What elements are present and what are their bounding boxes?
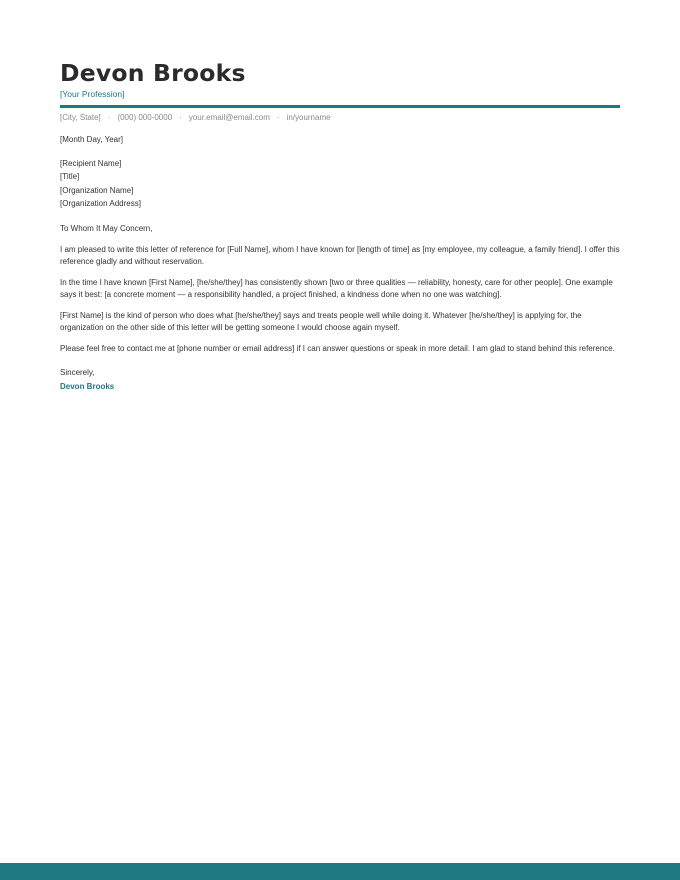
body-paragraph: [First Name] is the kind of person who does what [he/she/they] says and treats people well while doing it. Whatever [he/she/they] is applying for, the organization on the other side of this letter will be getting someone I would choose again myself.	[60, 311, 582, 332]
recipient-address: [Organization Address]	[60, 199, 141, 208]
body-paragraph: I am pleased to write this letter of reference for [Full Name], whom I have known for [length of time] as [my employee, my colleague, a family friend]. I offer this reference gladly and without reservation.	[60, 245, 620, 266]
contact-linkedin: in/yourname	[286, 113, 331, 122]
letter-page	[60, 56, 620, 393]
letter-date: [Month Day, Year]	[60, 135, 123, 144]
contact-separator: ·	[179, 113, 182, 122]
letter-body	[60, 134, 620, 393]
body-paragraph: In the time I have known [First Name], [he/she/they] has consistently shown [two or three qualities — reliability, honesty, care for other people]. One example says it best: [a concrete moment — a responsibility handled, a project finished, a kindness done when no one was watching].	[60, 278, 613, 299]
contact-separator: ·	[276, 113, 280, 122]
contact-phone: (000) 000-0000	[117, 113, 173, 122]
sender-name: Devon Brooks	[60, 59, 246, 87]
recipient-title: [Title]	[60, 172, 80, 181]
sender-profession: [Your Profession]	[60, 89, 125, 99]
contact-separator: ·	[107, 113, 111, 122]
contact-email: your.email@email.com	[188, 113, 270, 122]
body-paragraph: Please feel free to contact me at [phone number or email address] if I can answer questions or speak in more detail. I am glad to stand behind this reference.	[60, 344, 615, 353]
recipient-block	[60, 157, 620, 211]
recipient-name: [Recipient Name]	[60, 158, 122, 168]
header-divider	[60, 105, 620, 108]
signature: Devon Brooks	[60, 382, 115, 391]
closing: Sincerely,	[60, 367, 95, 377]
recipient-organization: [Organization Name]	[60, 185, 134, 195]
salutation: To Whom It May Concern,	[60, 223, 153, 233]
contact-line	[60, 112, 620, 124]
contact-location: [City, State]	[60, 113, 101, 122]
footer-band	[0, 863, 680, 880]
